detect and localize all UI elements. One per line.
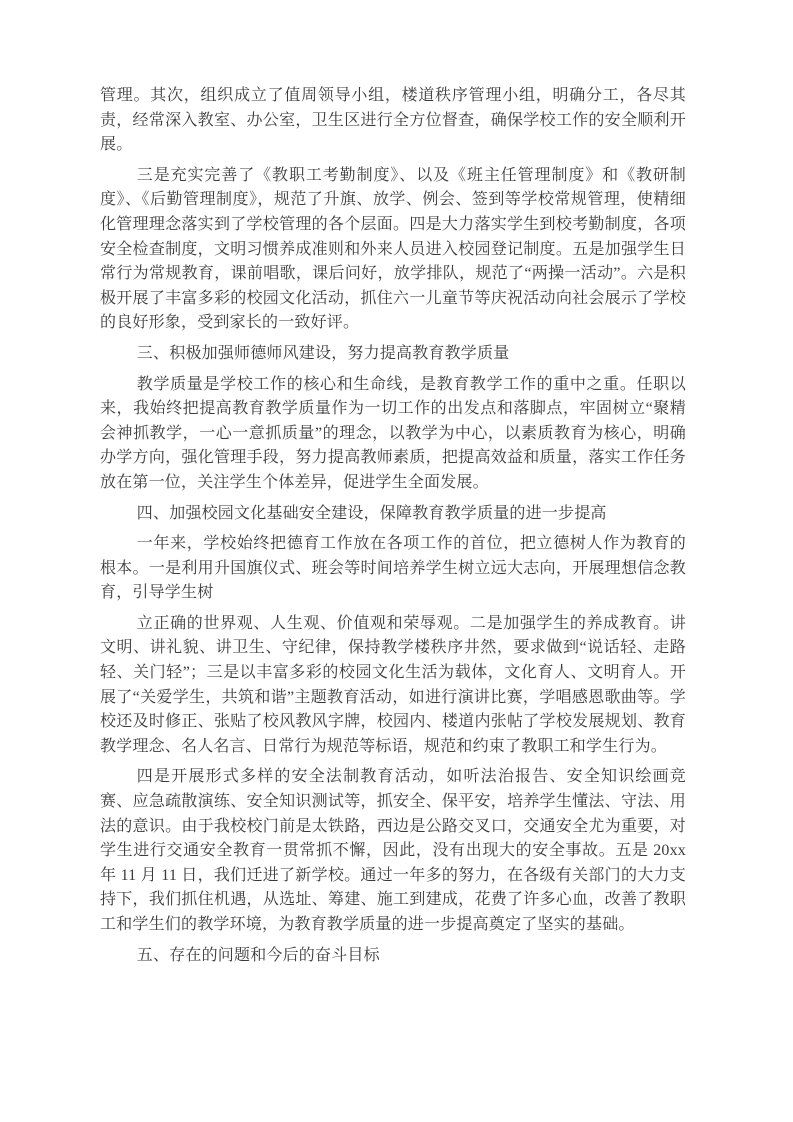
- section-heading: 三、积极加强师德师风建设，努力提高教育教学质量: [136, 344, 510, 362]
- paragraph: 教学质量是学校工作的核心和生命线，是教育教学工作的重中之重。任职以来，我始终把提高教育教学质量作为一切工作的出发点和落脚点，牢固树立“聚精会神抓教学，一心一意抓质量”的理念，以教学为中心，以素质教育为核心，明确办学方向，强化管理手段，努力提高教师素质，把提高效益和质量，落实工作任务放在第一位，关注学生个体差异，促进学生全面发展。: [100, 375, 686, 491]
- section-heading: 四、加强校园文化基础安全建设，保障教育教学质量的进一步提高: [136, 504, 607, 522]
- paragraph: 立正确的世界观、人生观、价值观和荣辱观。二是加强学生的养成教育。讲文明、讲礼貌、讲卫生、守纪律，保持教学楼秩序井然，要求做到“说话轻、走路轻、关门轻”；三是以丰富多彩的校园文化生活为载体，文化育人、文明育人。开展了“关爱学生，共筑和谐”主题教育活动，如进行演讲比赛，学唱感恩歌曲等。学校还及时修正、张贴了校风教风字牌，校园内、楼道内张帖了学校发展规划、教育教学理念、名人名言、日常行为规范等标语，规范和约束了教职工和学生行为。: [100, 614, 686, 755]
- document-text-block: [100, 84, 686, 968]
- paragraph: 四是开展形式多样的安全法制教育活动，如听法治报告、安全知识绘画竞赛、应急疏散演练、安全知识测试等，抓安全、保平安，培养学生懂法、守法、用法的意识。由于我校校门前是太铁路，西边是公路交叉口，交通安全尤为重要，对学生进行交通安全教育一贯常抓不懈，因此，没有出现大的安全事故。五是 20xx 年 11 月 11 日，我们迁进了新学校。通过一年多的努力，在各级有关部门的大力支持下，我们抓住机遇，从选址、筹建、施工到建成，花费了许多心血，改善了教职工和学生们的教学环境，为教育教学质量的进一步提高奠定了坚实的基础。: [100, 768, 686, 933]
- section-heading: 五、存在的问题和今后的奋斗目标: [136, 946, 380, 964]
- paragraph: 三是充实完善了《教职工考勤制度》、以及《班主任管理制度》和《教研制度》、《后勤管理制度》，规范了升旗、放学、例会、签到等学校常规管理，使精细化管理理念落实到了学校管理的各个层面。四是大力落实学生到校考勤制度，各项安全检查制度，文明习惯养成准则和外来人员进入校园登记制度。五是加强学生日常行为常规教育，课前唱歌，课后问好，放学排队，规范了“两操一活动”。六是积极开展了丰富多彩的校园文化活动，抓住六一儿童节等庆祝活动向社会展示了学校的良好形象，受到家长的一致好评。: [100, 166, 686, 332]
- paragraph: 管理。其次，组织成立了值周领导小组，楼道秩序管理小组，明确分工，各尽其责，经常深入教室、办公室，卫生区进行全方位督查，确保学校工作的安全顺利开展。: [100, 87, 686, 154]
- paragraph: 一年来，学校始终把德育工作放在各项工作的首位，把立德树人作为教育的根本。一是利用升国旗仪式、班会等时间培养学生树立远大志向，开展理想信念教育，引导学生树: [100, 535, 686, 602]
